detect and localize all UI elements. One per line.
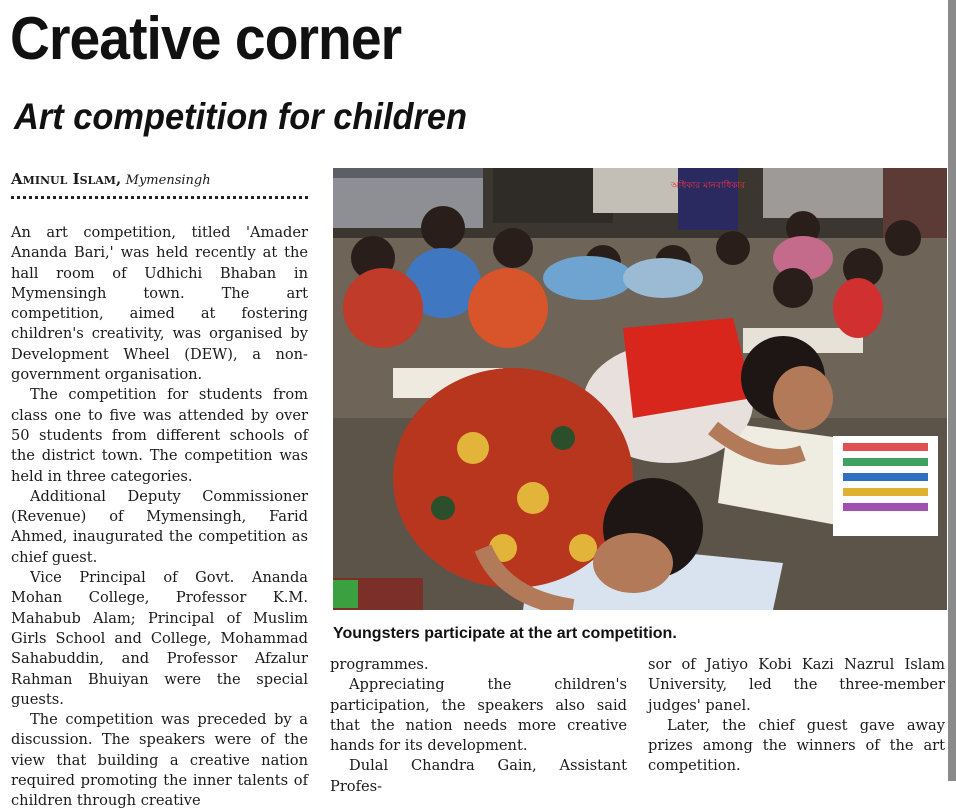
paragraph: Later, the chief guest gave away prizes among the winners of the art competition. bbox=[648, 716, 945, 775]
section-title: Creative corner bbox=[10, 5, 402, 72]
paragraph: programmes. bbox=[330, 656, 429, 673]
article-column-3 bbox=[648, 655, 945, 777]
article-column-1 bbox=[11, 223, 308, 812]
byline-divider bbox=[11, 196, 308, 199]
photo-caption: Youngsters participate at the art competition. bbox=[333, 625, 677, 642]
author-name: Aminul Islam, bbox=[11, 170, 122, 188]
article-headline: Art competition for children bbox=[14, 96, 468, 137]
article-column-2 bbox=[330, 655, 627, 797]
paragraph: Appreciating the children's participation, the speakers also said that the nation needs more creative hands for its development. bbox=[330, 676, 627, 755]
paragraph: Dulal Chandra Gain, Assistant Profes- bbox=[330, 757, 627, 795]
banner-text: অধিকার মানবাধিকার bbox=[670, 181, 746, 191]
paragraph: Additional Deputy Commissioner (Revenue) of Mymensingh, Farid Ahmed, inaugurated the competition as chief guest. bbox=[11, 487, 308, 566]
paragraph: An art competition, titled 'Amader Ananda Bari,' was held recently at the hall room of Udhichi Bhaban in Mymensingh town. The art competition, aimed at fostering children's creativity, was organised by Development Wheel (DEW), a non-government organisation. bbox=[11, 224, 308, 384]
paragraph: Vice Principal of Govt. Ananda Mohan College, Professor K.M. Mahabub Alam; Principal of Muslim Girls School and College, Mohammad Sahabuddin, and Professor Afzalur Rahman Bhuiyan were the special guests. bbox=[11, 569, 308, 708]
paragraph: The competition was preceded by a discussion. The speakers were of the view that building a creative nation required promoting the inner talents of children through creative bbox=[11, 711, 308, 810]
paragraph: sor of Jatiyo Kobi Kazi Nazrul Islam University, led the three-member judges' panel. bbox=[648, 656, 945, 714]
author-location: Mymensingh bbox=[125, 173, 211, 188]
page-edge-rule bbox=[948, 0, 956, 781]
byline bbox=[11, 170, 211, 190]
article-photo bbox=[333, 168, 947, 610]
paragraph: The competition for students from class one to five was attended by over 50 students from different schools of the district town. The competition was held in three categories. bbox=[11, 386, 308, 485]
